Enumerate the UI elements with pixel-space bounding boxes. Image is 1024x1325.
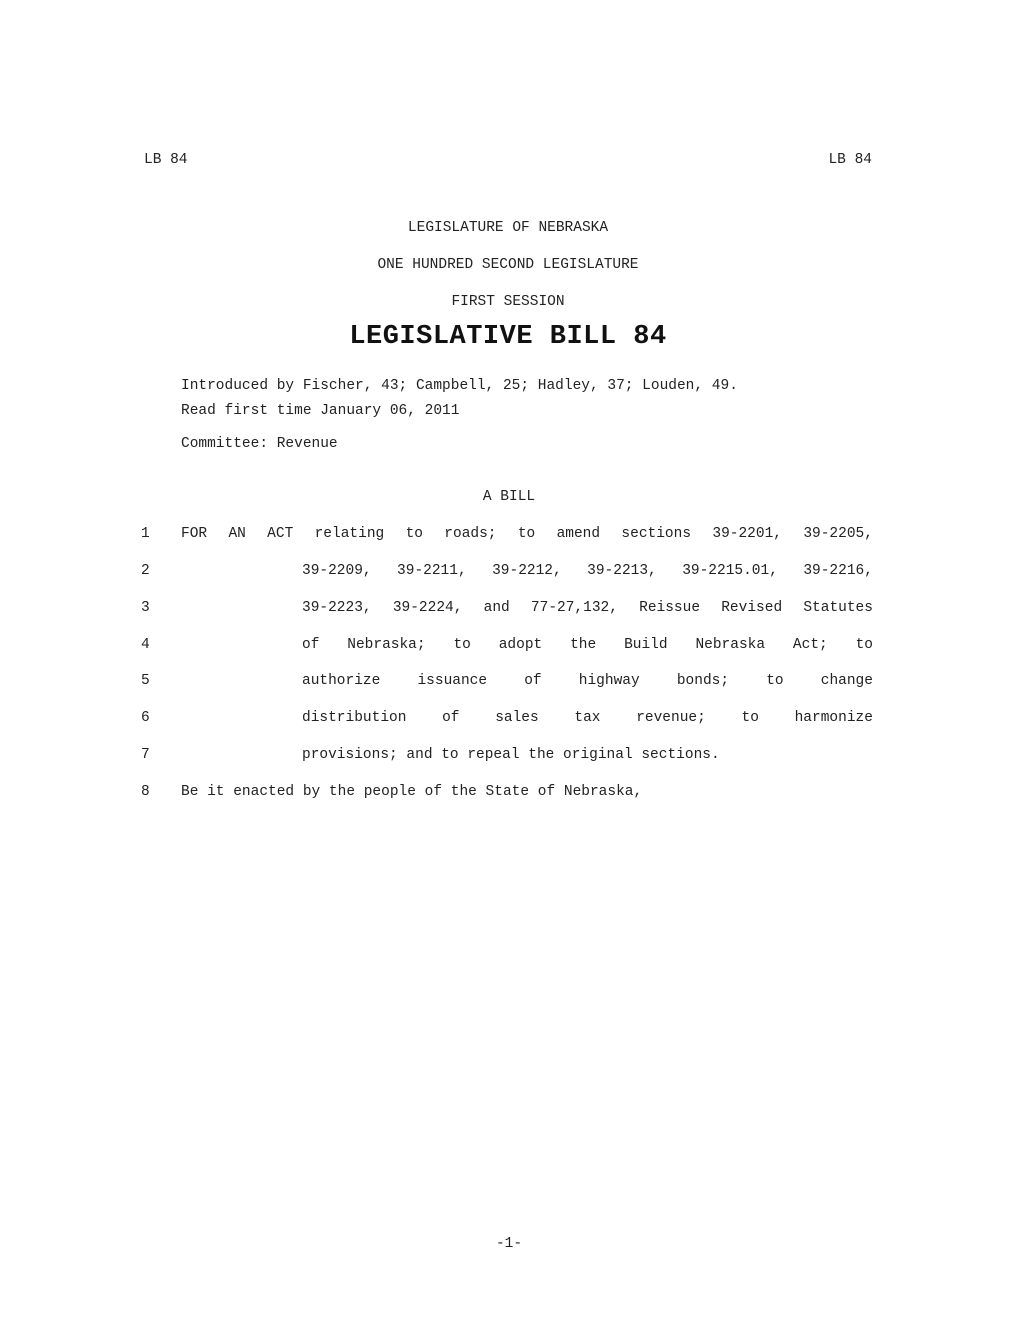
bill-word: of xyxy=(442,710,460,726)
bill-text-line xyxy=(302,600,873,616)
bill-word: to xyxy=(855,637,873,653)
bill-word: authorize xyxy=(302,673,381,689)
bill-word: 39-2205, xyxy=(803,526,873,542)
line-number: 6 xyxy=(141,710,150,726)
bill-word: 39-2201, xyxy=(712,526,782,542)
bill-word: roads; xyxy=(444,526,497,542)
bill-word: 39-2223, xyxy=(302,600,372,616)
bill-word: tax xyxy=(574,710,601,726)
page-number-text: -1- xyxy=(495,1236,523,1252)
bill-text-line: provisions; and to repeal the original sections. xyxy=(302,747,720,763)
line-number: 7 xyxy=(141,747,150,763)
bill-word: Revised xyxy=(721,600,783,616)
bill-word: revenue; xyxy=(636,710,706,726)
bill-word: Act; xyxy=(792,637,828,653)
bill-text-line xyxy=(181,526,873,542)
line-number: 4 xyxy=(141,637,150,653)
bill-word: Statutes xyxy=(803,600,873,616)
bill-word: to xyxy=(766,673,784,689)
bill-word: sales xyxy=(495,710,539,726)
bill-word: issuance xyxy=(417,673,488,689)
bill-word: 39-2211, xyxy=(397,563,467,579)
bill-word: of xyxy=(524,673,542,689)
bill-word: adopt xyxy=(498,637,543,653)
bill-word: 39-2216, xyxy=(803,563,873,579)
bill-word: Reissue xyxy=(639,600,701,616)
bill-text-line xyxy=(302,710,873,726)
bill-title xyxy=(0,322,1024,352)
line-number: 3 xyxy=(141,600,150,616)
introduced-by: Introduced by Fischer, 43; Campbell, 25; Hadley, 37; Louden, 49. xyxy=(181,378,738,394)
bill-word: highway xyxy=(578,673,640,689)
bill-word: to xyxy=(517,526,536,542)
read-first-time: Read first time January 06, 2011 xyxy=(181,403,460,419)
line-number: 8 xyxy=(141,784,150,800)
bill-word: AN xyxy=(228,526,246,542)
bill-word: amend xyxy=(556,526,601,542)
page-number xyxy=(0,1236,1024,1252)
bill-text-line xyxy=(302,563,873,579)
bill-word: 39-2213, xyxy=(587,563,657,579)
line-number: 2 xyxy=(141,563,150,579)
bill-text-line: Be it enacted by the people of the State of Nebraska, xyxy=(181,784,643,800)
line-number: 1 xyxy=(141,526,150,542)
bill-text-line xyxy=(302,673,873,689)
bill-title-text: LEGISLATIVE BILL 84 xyxy=(349,322,667,352)
bill-word: bonds; xyxy=(676,673,730,689)
bill-word: ACT xyxy=(267,526,294,542)
legislature-number-text: ONE HUNDRED SECOND LEGISLATURE xyxy=(377,257,639,273)
bill-word: harmonize xyxy=(794,710,873,726)
bill-word: FOR xyxy=(181,526,208,542)
bill-text-line xyxy=(302,637,873,653)
bill-word: the xyxy=(570,637,597,653)
bill-word: to xyxy=(741,710,759,726)
session-text: FIRST SESSION xyxy=(451,294,565,310)
line-number: 5 xyxy=(141,673,150,689)
bill-word: and xyxy=(483,600,510,616)
bill-word: distribution xyxy=(302,710,407,726)
bill-word: 39-2215.01, xyxy=(682,563,778,579)
bill-word: relating xyxy=(314,526,385,542)
legislature-number xyxy=(0,257,1024,273)
bill-word: 39-2224, xyxy=(392,600,463,616)
bill-word: to xyxy=(405,526,423,542)
bill-word: 39-2209, xyxy=(302,563,372,579)
bill-word: 39-2212, xyxy=(492,563,562,579)
legislature-name-text: LEGISLATURE OF NEBRASKA xyxy=(407,220,609,236)
bill-word: to xyxy=(453,637,471,653)
a-bill-label-text: A BILL xyxy=(482,489,536,505)
bill-word: sections xyxy=(621,526,692,542)
bill-word: change xyxy=(820,673,873,689)
bill-word: 77-27,132, xyxy=(530,600,618,616)
committee: Committee: Revenue xyxy=(181,436,338,452)
a-bill-label xyxy=(0,489,1024,505)
bill-word: of xyxy=(302,637,320,653)
bill-word: Build xyxy=(624,637,668,653)
bill-word: Nebraska xyxy=(695,637,766,653)
legislature-name xyxy=(0,220,1024,236)
header-left: LB 84 xyxy=(144,152,188,168)
session xyxy=(0,294,1024,310)
bill-word: Nebraska; xyxy=(347,637,426,653)
header-right: LB 84 xyxy=(828,152,872,168)
